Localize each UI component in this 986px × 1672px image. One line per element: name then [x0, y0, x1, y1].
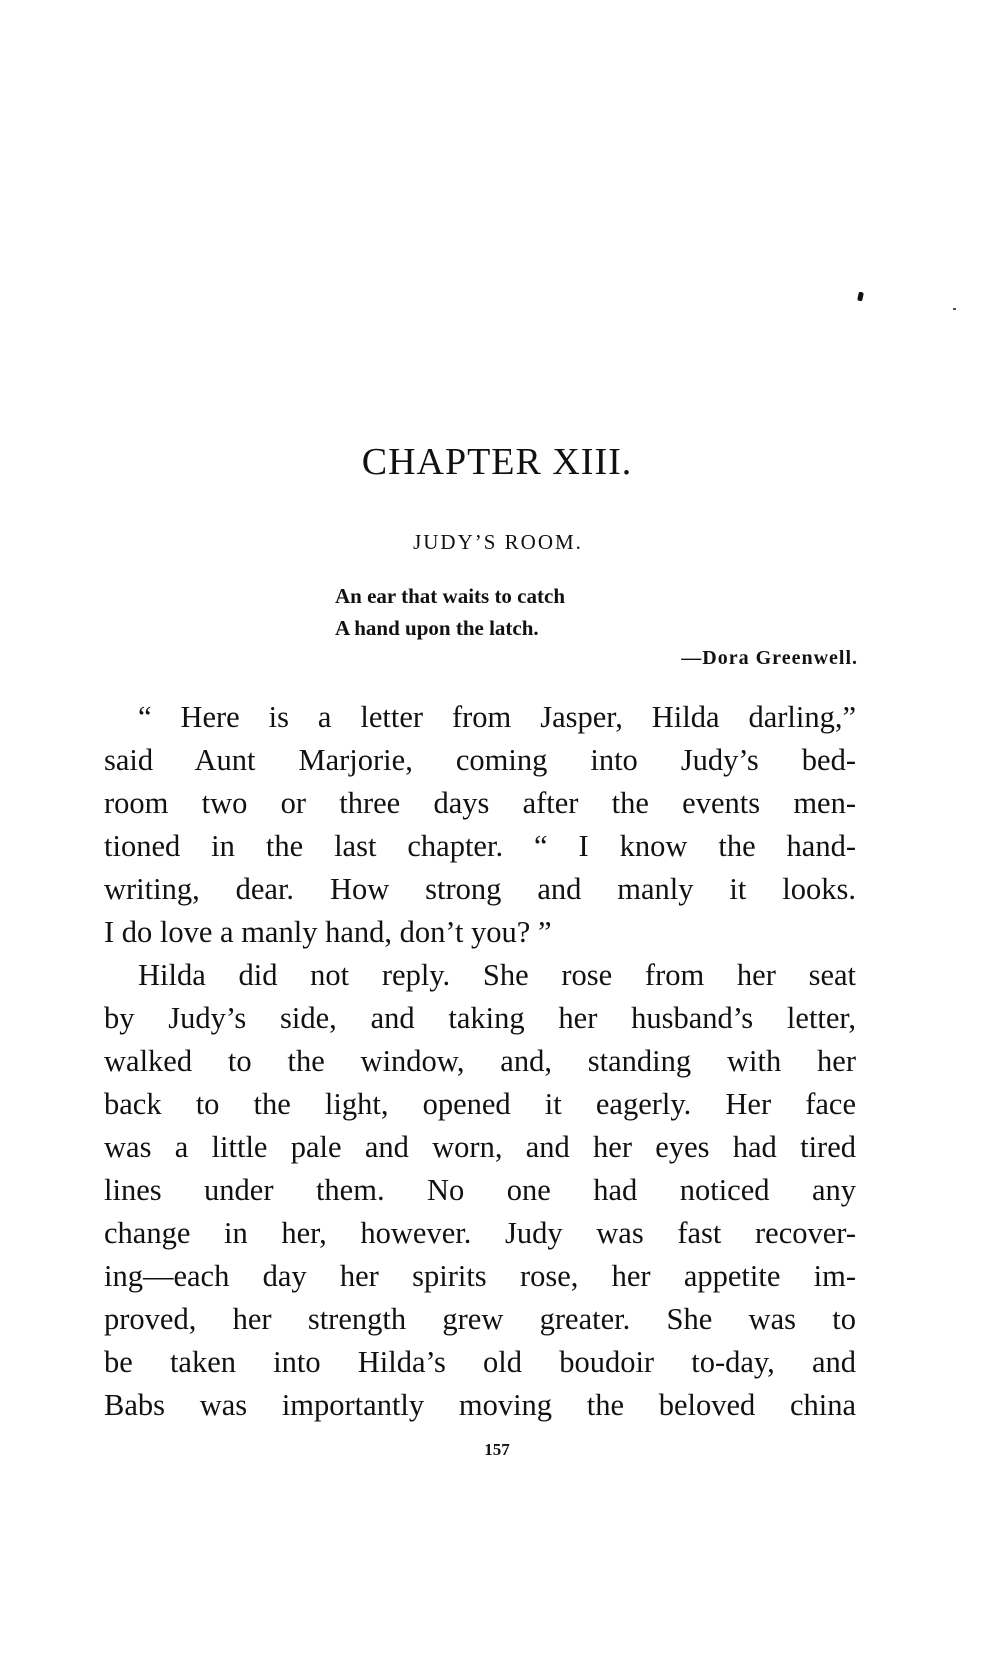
ink-speck-mark [857, 292, 864, 302]
chapter-subtitle: JUDY’S ROOM. [413, 530, 583, 554]
epigraph-line: A hand upon the latch. [335, 616, 539, 640]
ink-tick-mark [953, 308, 956, 310]
text-line: writing, dear. How strong and manly it looks. [104, 872, 856, 906]
text-line: proved, her strength grew greater. She was to [104, 1302, 856, 1336]
text-line: change in her, however. Judy was fast recover- [104, 1216, 856, 1250]
text-line: be taken into Hilda’s old boudoir to-day, and [104, 1345, 856, 1379]
text-line: tioned in the last chapter. “ I know the hand- [104, 829, 856, 863]
text-line: room two or three days after the events men- [104, 786, 856, 820]
text-line: ing—each day her spirits rose, her appetite im- [104, 1259, 856, 1293]
text-line: by Judy’s side, and taking her husband’s letter, [104, 1001, 856, 1035]
text-line: I do love a manly hand, don’t you? ” [104, 915, 552, 949]
body-text [104, 696, 856, 1427]
text-line: back to the light, opened it eagerly. Her face [104, 1087, 856, 1121]
page-number: 157 [484, 1440, 510, 1459]
text-line: “ Here is a letter from Jasper, Hilda darling,” [138, 700, 856, 734]
text-line: said Aunt Marjorie, coming into Judy’s bed- [104, 743, 856, 777]
text-line: Babs was importantly moving the beloved china [104, 1388, 856, 1422]
epigraph-attribution: —Dora Greenwell. [681, 647, 858, 669]
text-line: lines under them. No one had noticed any [104, 1173, 856, 1207]
text-line: was a little pale and worn, and her eyes had tired [104, 1130, 856, 1164]
text-line: walked to the window, and, standing with her [104, 1044, 856, 1078]
chapter-title: CHAPTER XIII. [361, 441, 633, 483]
epigraph-line: An ear that waits to catch [335, 584, 565, 608]
text-line: Hilda did not reply. She rose from her seat [138, 958, 856, 992]
epigraph [335, 580, 565, 644]
